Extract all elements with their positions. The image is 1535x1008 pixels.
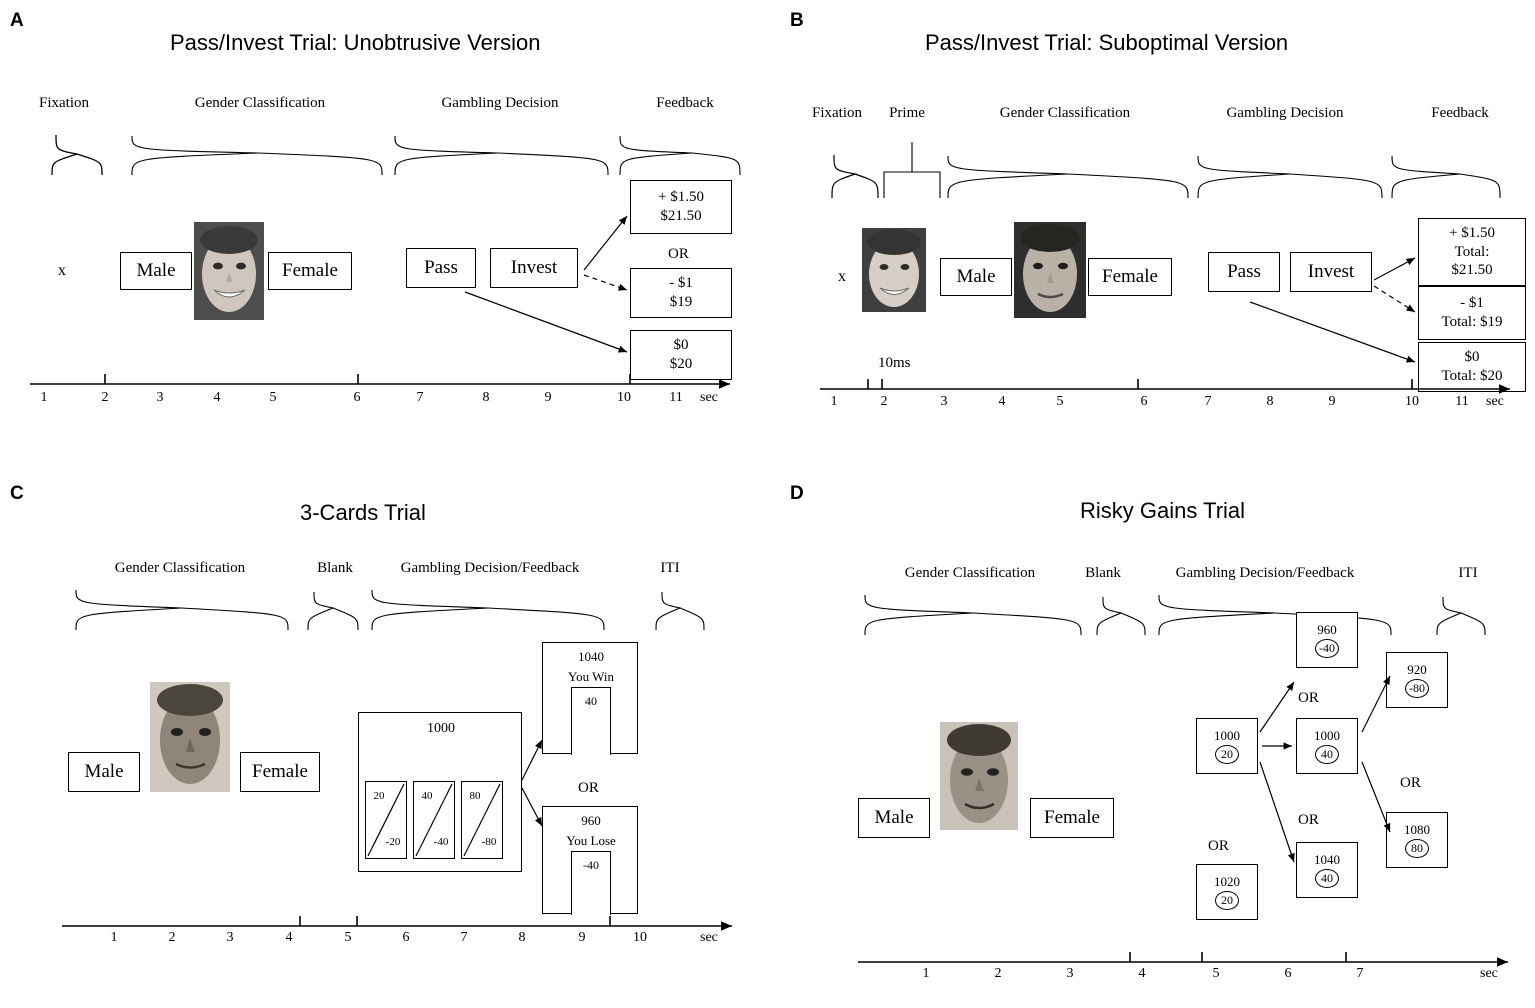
panel-b-feedback-pass-line2: Total: $20 xyxy=(1441,368,1503,384)
panel-d-female-button[interactable]: Female xyxy=(1030,798,1114,838)
panel-b-prime-duration: 10ms xyxy=(878,355,911,371)
panel-c-card-2-lose: -40 xyxy=(433,836,449,848)
panel-a-title: Pass/Invest Trial: Unobtrusive Version xyxy=(170,30,541,55)
panel-c-stage-gambling: Gambling Decision/Feedback xyxy=(400,560,580,576)
panel-c-outcome-lose-total: 960 xyxy=(581,813,601,828)
panel-c-axis-unit: sec xyxy=(700,930,718,945)
panel-d-state-step40-value: 40 xyxy=(1315,745,1339,764)
panel-b-label: B xyxy=(790,10,804,31)
panel-c-card-3-lose: -80 xyxy=(481,836,497,848)
panel-a-feedback-win-line1: + $1.50 xyxy=(658,189,704,206)
panel-b-fixation-cross: x xyxy=(838,268,846,285)
panel-d-state-step40-total: 1000 xyxy=(1314,728,1340,743)
panel-b-feedback-loss-line2: Total: $19 xyxy=(1441,314,1503,330)
panel-c-label: C xyxy=(10,483,24,504)
panel-b-feedback-pass-line1: $0 xyxy=(1464,349,1480,366)
panel-b-feedback-loss-line1: - $1 xyxy=(1460,295,1484,312)
panel-a-face-image xyxy=(194,222,264,320)
panel-a-stage-gender: Gender Classification xyxy=(194,95,326,111)
panel-d-axis xyxy=(858,948,1518,972)
panel-b-male-button[interactable]: Male xyxy=(940,258,1012,296)
panel-c-card-3-win: 80 xyxy=(469,790,481,802)
panel-b-feedback-win-line1: + $1.50 xyxy=(1449,224,1495,241)
panel-d-state-start-total: 1000 xyxy=(1214,728,1240,743)
panel-a-fixation-cross: x xyxy=(58,262,66,279)
panel-b-invest-button[interactable]: Invest xyxy=(1290,252,1372,292)
panel-c-or-label: OR xyxy=(578,780,599,796)
panel-d-state-lost40-value: -40 xyxy=(1315,639,1339,658)
panel-d-stage-blank: Blank xyxy=(1085,565,1121,581)
panel-d-title: Risky Gains Trial xyxy=(1080,498,1246,523)
panel-b-stage-fixation: Fixation xyxy=(811,105,862,121)
panel-a-stage-gambling: Gambling Decision xyxy=(441,95,559,111)
panel-c-cards-total: 1000 xyxy=(427,721,455,736)
panel-a-arrows xyxy=(570,180,770,390)
panel-d-state-lost80-value: -80 xyxy=(1405,679,1429,698)
panel-d-state-kept40-value: 40 xyxy=(1315,869,1339,888)
panel-a-or-label: OR xyxy=(668,246,689,262)
panel-c-outcome-lose-text: You Lose xyxy=(566,833,616,848)
panel-c-card-1[interactable] xyxy=(365,781,407,859)
panel-b-feedback-win-line3: $21.50 xyxy=(1451,262,1493,279)
panel-b-female-button[interactable]: Female xyxy=(1088,258,1172,296)
panel-c-stage-blank: Blank xyxy=(317,560,353,576)
panel-a-feedback-loss-line2: $19 xyxy=(669,294,693,310)
panel-a-braces xyxy=(20,120,760,180)
panel-a-invest-button[interactable]: Invest xyxy=(490,248,578,288)
panel-a-label: A xyxy=(10,10,24,31)
panel-c-card-2-win: 40 xyxy=(421,790,433,802)
panel-a-feedback-pass-line1: $0 xyxy=(673,337,689,354)
panel-c-outcome-win-text: You Win xyxy=(568,669,614,684)
panel-d-or-label-4: OR xyxy=(1400,775,1421,791)
panel-b-feedback-win-line2: Total: xyxy=(1454,243,1490,260)
panel-c-outcome-win-total: 1040 xyxy=(578,649,604,664)
panel-a-male-button[interactable]: Male xyxy=(120,252,192,290)
panel-c-arrows xyxy=(500,700,620,880)
panel-b-stage-gambling: Gambling Decision xyxy=(1226,105,1344,121)
panel-b-stage-prime: Prime xyxy=(889,105,925,121)
panel-a-feedback-pass-line2: $20 xyxy=(669,356,693,372)
panel-d-stage-gambling: Gambling Decision/Feedback xyxy=(1175,565,1355,581)
panel-c-face-image xyxy=(150,682,230,792)
panel-c-male-button[interactable]: Male xyxy=(68,752,140,792)
panel-d-arrows xyxy=(1250,600,1480,930)
panel-d-face-image xyxy=(940,722,1018,830)
panel-b-braces xyxy=(800,130,1520,202)
panel-d-or-label-1: OR xyxy=(1298,690,1319,706)
panel-b-prime-face-image xyxy=(862,228,926,312)
panel-d-state-kept20-value: 20 xyxy=(1215,891,1239,910)
panel-d-label: D xyxy=(790,483,804,504)
panel-a-pass-button[interactable]: Pass xyxy=(406,248,476,288)
panel-c-stage-iti: ITI xyxy=(660,560,680,576)
panel-c-card-2[interactable] xyxy=(413,781,455,859)
panel-a-feedback-win-line2: $21.50 xyxy=(660,208,702,224)
panel-c-outcome-win-amount: 40 xyxy=(585,694,597,708)
panel-d-or-label-2: OR xyxy=(1298,812,1319,828)
panel-a-feedback-loss-line1: - $1 xyxy=(669,275,693,292)
panel-b-stage-gender: Gender Classification xyxy=(999,105,1131,121)
panel-d-stage-iti: ITI xyxy=(1458,565,1478,581)
panel-c-title: 3-Cards Trial xyxy=(300,500,426,525)
panel-d-male-button[interactable]: Male xyxy=(858,798,930,838)
panel-c-card-1-lose: -20 xyxy=(385,836,401,848)
panel-c-female-button[interactable]: Female xyxy=(240,752,320,792)
panel-c-cards-panel[interactable] xyxy=(358,712,522,872)
panel-d-state-kept20-total: 1020 xyxy=(1214,874,1240,889)
panel-a-female-button[interactable]: Female xyxy=(268,252,352,290)
panel-d-state-kept80-value: 80 xyxy=(1405,839,1429,858)
panel-a-stage-fixation: Fixation xyxy=(38,95,89,111)
panel-c-card-3[interactable] xyxy=(461,781,503,859)
panel-a-stage-feedback: Feedback xyxy=(656,95,714,111)
panel-d-or-label-3: OR xyxy=(1208,838,1229,854)
panel-d-state-kept80-total: 1080 xyxy=(1404,822,1430,837)
panel-c-card-1-win: 20 xyxy=(373,790,385,802)
panel-c-stage-gender: Gender Classification xyxy=(114,560,246,576)
panel-b-axis-unit: sec xyxy=(1486,394,1504,409)
panel-d-stage-gender: Gender Classification xyxy=(904,565,1036,581)
panel-b-stage-feedback: Feedback xyxy=(1431,105,1489,121)
panel-d-axis-unit: sec xyxy=(1480,966,1498,981)
panel-b-title: Pass/Invest Trial: Suboptimal Version xyxy=(925,30,1289,55)
panel-d-state-lost40-total: 960 xyxy=(1317,622,1337,637)
panel-c-outcome-lose-amount: -40 xyxy=(583,858,599,872)
panel-b-pass-button[interactable]: Pass xyxy=(1208,252,1280,292)
panel-c-braces xyxy=(60,580,720,636)
panel-d-state-start-value: 20 xyxy=(1215,745,1239,764)
panel-b-target-face-image xyxy=(1014,222,1086,318)
panel-d-state-kept40-total: 1040 xyxy=(1314,852,1340,867)
panel-d-state-kept20 xyxy=(1196,864,1258,920)
panel-d-state-lost80-total: 920 xyxy=(1407,662,1427,677)
panel-a-axis-unit: sec xyxy=(700,390,718,405)
panel-d-state-start[interactable] xyxy=(1196,718,1258,774)
